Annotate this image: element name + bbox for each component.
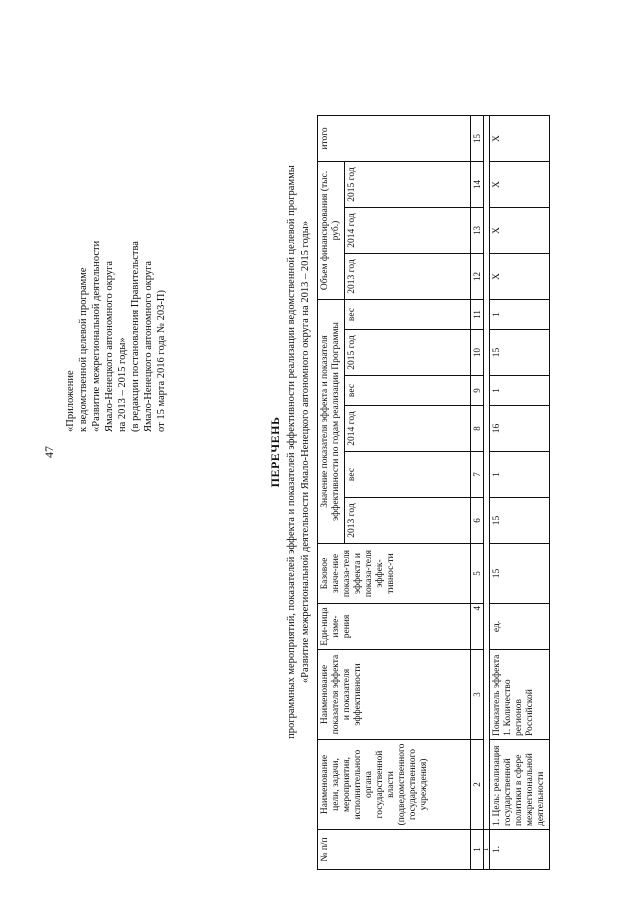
value-2014-cell: 16 [490,406,550,452]
column-number: 14 [471,162,484,208]
header-base-value: Базовое значе-ние показа-теля эффекта и показа-теля эффек-тивнос-ти [318,544,471,604]
appendix-line: Ямало-Ненецкого автономного округа [143,260,154,432]
header-unit: Еди-ница изме-рения [318,604,471,650]
appendix-line: «Развитие межрегиональной деятельности [91,240,102,432]
weight-2014-cell: 1 [490,376,550,406]
header-financing: Объем финансирования (тыс. руб.) [318,162,345,300]
document-subtitle: программных мероприятий, показателей эффекта и показателей эффективности реализации ведомственной целевой программы [286,165,297,739]
header-indicator: Наименование показателя эффекта и показателя эффективности [318,650,471,740]
column-number: 7 [471,452,484,498]
measures-table [317,115,550,870]
column-number: 9 [471,376,484,406]
column-number: 13 [471,208,484,254]
appendix-line: на 2013 – 2015 годы» [117,337,128,432]
header-weight-2015: вес [345,300,471,330]
financing-total-cell: X [490,116,550,162]
column-number: 1 [471,830,484,870]
column-number: 3 [471,650,484,740]
indicator-name: Показатель эффекта 1. Количество регионов Российской [490,650,550,740]
appendix-line: от 15 марта 2016 года № 203-П) [156,289,167,432]
appendix-line: к ведомственной целевой программе [78,267,89,432]
header-weight-2013: вес [345,452,471,498]
unit-cell: ед. [490,604,550,650]
column-number: 5 [471,544,484,604]
goal-name: 1. Цель: реализация государственной политики в сфере межрегиональной деятельности [490,740,550,830]
value-2015-cell: 15 [490,330,550,376]
appendix-line: «Приложение [65,370,76,432]
base-value-cell: 15 [490,544,550,604]
column-number: 12 [471,254,484,300]
header-fin-2013: 2013 год [345,254,471,300]
appendix-line: (в редакции постановления Правительства [130,241,141,432]
header-2014: 2014 год [345,406,471,452]
header-fin-2014: 2014 год [345,208,471,254]
header-2015: 2015 год [345,330,471,376]
row-number: 1. [490,830,550,870]
column-number: 11 [471,300,484,330]
column-number: 6 [471,498,484,544]
header-total: итого [318,116,471,162]
column-number: 10 [471,330,484,376]
page-number: 47 [42,446,56,458]
column-number: 15 [471,116,484,162]
appendix-line: Ямало-Ненецкого автономного округа [104,260,115,432]
weight-2015-cell: 1 [490,300,550,330]
column-number: 4 [471,604,484,650]
financing-2013-cell: X [490,254,550,300]
column-number: 2 [471,740,484,830]
financing-2015-cell: X [490,162,550,208]
financing-2014-cell: X [490,208,550,254]
header-fin-2015: 2015 год [345,162,471,208]
section-separator-label: 1 [484,830,490,870]
appendix-note [64,32,168,432]
column-number: 8 [471,406,484,452]
rotated-page [20,22,620,882]
document-subtitle-program: «Развитие межрегиональной деятельности Ямало-Ненецкого автономного округа на 2013 – 2015 годы» [300,220,311,684]
document-title: ПЕРЕЧЕНЬ [268,416,282,488]
header-number: № п/п [318,830,471,870]
header-2013: 2013 год [345,498,471,544]
header-weight-2014: вес [345,376,471,406]
header-name: Наименование цели, задачи, мероприятия, исполнительного органа государственной власти (подведомственного государственного учреждения) [318,740,471,830]
header-values-by-year: Значение показателя эффекта и показателя эффективности по годам реализации Программы [318,300,345,544]
value-2013-cell: 15 [490,498,550,544]
weight-2013-cell: 1 [490,452,550,498]
